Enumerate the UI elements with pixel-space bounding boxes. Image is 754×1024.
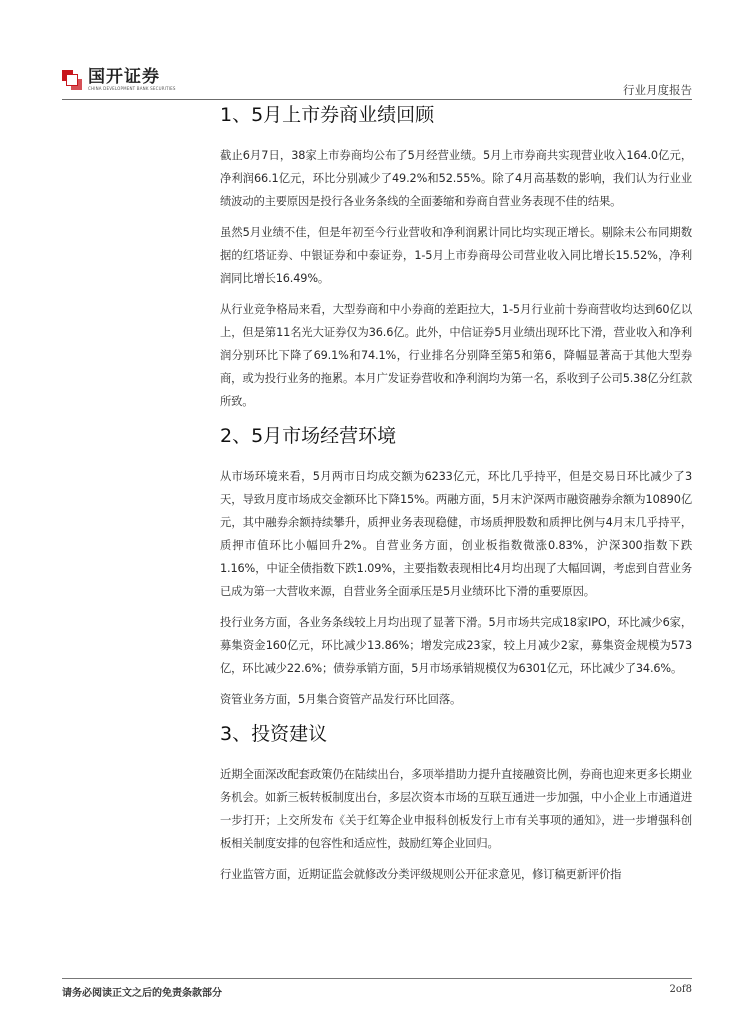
logo-icon	[62, 70, 82, 90]
paragraph: 从市场环境来看，5月两市日均成交额为6233亿元，环比几乎持平，但是交易日环比减少了3天，导致月度市场成交金额环比下降15%。两融方面，5月末沪深两市融资融券余额为10890亿元，其中融券余额持续攀升，质押业务表现稳健，市场质押股数和质押比例与4月末几乎持平，质押市值环比小幅回升2%。自营业务方面，创业板指数微涨0.83%，沪深300指数下跌1.16%，中证全债指数下跌1.09%，主要指数表现相比4月均出现了大幅回调，考虑到自营业务已成为第一大营收来源，自营业务全面承压是5月业绩环比下滑的重要原因。	[220, 470, 692, 598]
section-title: 2、5月市场经营环境	[220, 425, 397, 447]
paragraph: 从行业竞争格局来看，大型券商和中小券商的差距拉大，1-5月行业前十券商营收均达到60亿以上，但是第11名光大证券仅为36.6亿。此外，中信证券5月业绩出现环比下滑，营业收入和净利润分别环比下降了69.1%和74.1%，行业排名分别降至第5和第6，降幅显著高于其他大型券商，或为投行业务的拖累。本月广发证券营收和净利润均为第一名，系收到子公司5.38亿分红款所致。	[220, 303, 692, 408]
main-content	[220, 98, 692, 886]
logo-name-cn: 国开证券	[88, 67, 160, 87]
section-title: 1、5月上市券商业绩回顾	[220, 104, 435, 126]
paragraph: 资管业务方面，5月集合资管产品发行环比回落。	[220, 693, 462, 706]
paragraph: 虽然5月业绩不佳，但是年初至今行业营收和净利润累计同比均实现正增长。剔除未公布同期数据的红塔证券、中银证券和中泰证券，1-5月上市券商母公司营业收入同比增长15.52%，净利润同比增长16.49%。	[220, 226, 692, 285]
footer-disclaimer: 请务必阅读正文之后的免责条款部分	[62, 988, 222, 999]
report-type-label: 行业月度报告	[623, 83, 692, 97]
logo-name-en: CHINA DEVELOPMENT BANK SECURITIES	[88, 86, 176, 91]
paragraph: 投行业务方面，各业务条线较上月均出现了显著下滑。5月市场共完成18家IPO，环比减少6家，募集资金160亿元，环比减少13.86%；增发完成23家，较上月减少2家，募集资金规模为573亿，环比减少22.6%；债券承销方面，5月市场承销规模仅为6301亿元，环比减少了34.6%。	[220, 616, 692, 675]
footer-divider	[62, 978, 692, 979]
brand-logo	[62, 68, 176, 92]
paragraph: 行业监管方面，近期证监会就修改分类评级规则公开征求意见，修订稿更新评价指	[220, 868, 622, 881]
section-title: 3、投资建议	[220, 723, 328, 745]
paragraph: 截止6月7日，38家上市券商均公布了5月经营业绩。5月上市券商共实现营业收入164.0亿元，净利润66.1亿元，环比分别减少了49.2%和52.55%。除了4月高基数的影响，我们认为行业业绩波动的主要原因是投行各业务条线的全面萎缩和券商自营业务表现不佳的结果。	[220, 149, 692, 208]
page-number: 2of8	[669, 984, 692, 995]
paragraph: 近期全面深改配套政策仍在陆续出台，多项举措助力提升直接融资比例，券商也迎来更多长期业务机会。如新三板转板制度出台，多层次资本市场的互联互通进一步加强，中小企业上市通道进一步打开；上交所发布《关于红筹企业申报科创板发行上市有关事项的通知》，进一步增强科创板相关制度安排的包容性和适应性，鼓励红筹企业回归。	[220, 768, 692, 850]
